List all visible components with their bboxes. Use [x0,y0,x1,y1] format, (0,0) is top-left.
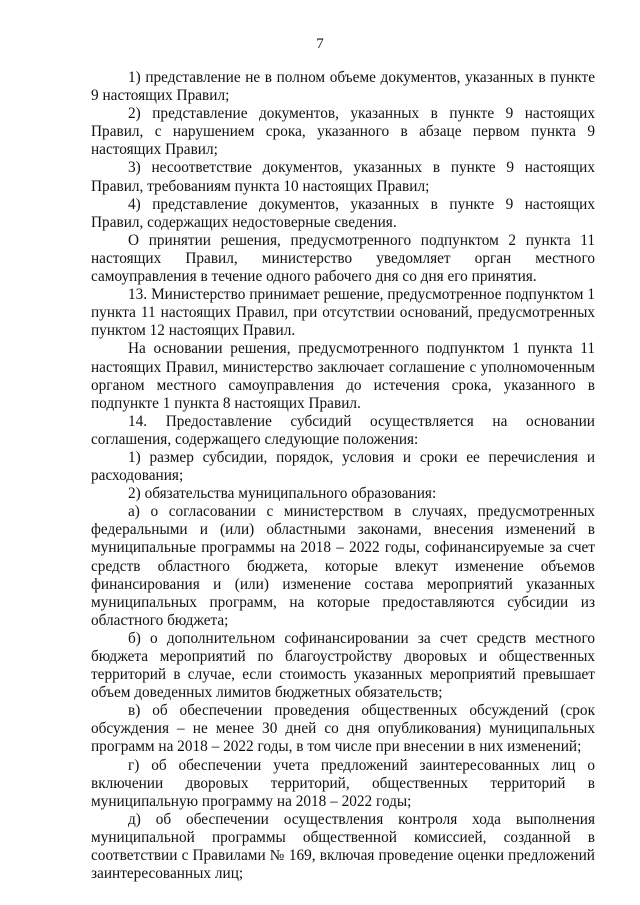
paragraph-subsidy-amount: 1) размер субсидии, порядок, условия и сроки ее перечисления и расходования; [91,448,595,485]
paragraph-obligation-g: г) об обеспечении учета предложений заинтересованных лиц о включении дворовых территорий, общественных территорий в муниципальную программу на 2018 – 2022 годы; [91,756,595,810]
paragraph-obligation-d: д) об обеспечении осуществления контроля хода выполнения муниципальной программы общественной комиссией, созданной в соответствии с Правилами № 169, включая проведение оценки предложений заинтересованных лиц; [91,810,595,883]
paragraph-item-1-incomplete-docs: 1) представление не в полном объеме документов, указанных в пункте 9 настоящих Правил; [91,69,595,105]
document-body [91,69,595,883]
paragraph-obligation-a: а) о согласовании с министерством в случаях, предусмотренных федеральными и (или) областными законами, внесения изменений в муниципальные программы на 2018 – 2022 годы, софинансируемые за счет средств областного бюджета, которые влекут изменение объемов финансирования и (или) изменение состава мероприятий указанных муниципальных программ, на которые предоставляются субсидии из областного бюджета; [91,503,595,629]
paragraph-clause-14: 14. Предоставление субсидий осуществляется на основании соглашения, содержащего следующие положения: [91,412,595,448]
paragraph-obligation-v: в) об обеспечении проведения общественных обсуждений (срок обсуждения – не менее 30 дней со дня опубликования) муниципальных программ на 2018 – 2022 годы, в том числе при внесении в них изменений; [91,702,595,756]
paragraph-clause-13: 13. Министерство принимает решение, предусмотренное подпунктом 1 пункта 11 настоящих Правил, при отсутствии оснований, предусмотренных пунктом 12 настоящих Правил. [91,286,595,340]
page-number: 7 [316,36,324,52]
paragraph-obligation-b: б) о дополнительном софинансировании за счет средств местного бюджета мероприятий по благоустройству дворовых и общественных территорий в случае, если стоимость указанных мероприятий превышает объем доведенных лимитов бюджетных обязательств; [91,629,595,702]
paragraph-decision-notice: О принятии решения, предусмотренного подпунктом 2 пункта 11 настоящих Правил, министерство уведомляет орган местного самоуправления в течение одного рабочего дня со дня его принятия. [91,231,595,286]
paragraph-item-4-false-info: 4) представление документов, указанных в пункте 9 настоящих Правил, содержащих недостоверные сведения. [91,195,595,231]
paragraph-item-2-deadline-violation: 2) представление документов, указанных в пункте 9 настоящих Правил, с нарушением срока, указанного в абзаце первом пункта 9 настоящих Правил; [91,105,595,159]
paragraph-agreement-conclusion: На основании решения, предусмотренного подпунктом 1 пункта 11 настоящих Правил, министерство заключает соглашение с уполномоченным органом местного самоуправления до истечения срока, указанного в подпункте 1 пункта 8 настоящих Правил. [91,340,595,412]
paragraph-municipal-obligations: 2) обязательства муниципального образования: [128,485,437,503]
paragraph-item-3-noncompliance: 3) несоответствие документов, указанных в пункте 9 настоящих Правил, требованиям пункта 10 настоящих Правил; [91,159,595,195]
